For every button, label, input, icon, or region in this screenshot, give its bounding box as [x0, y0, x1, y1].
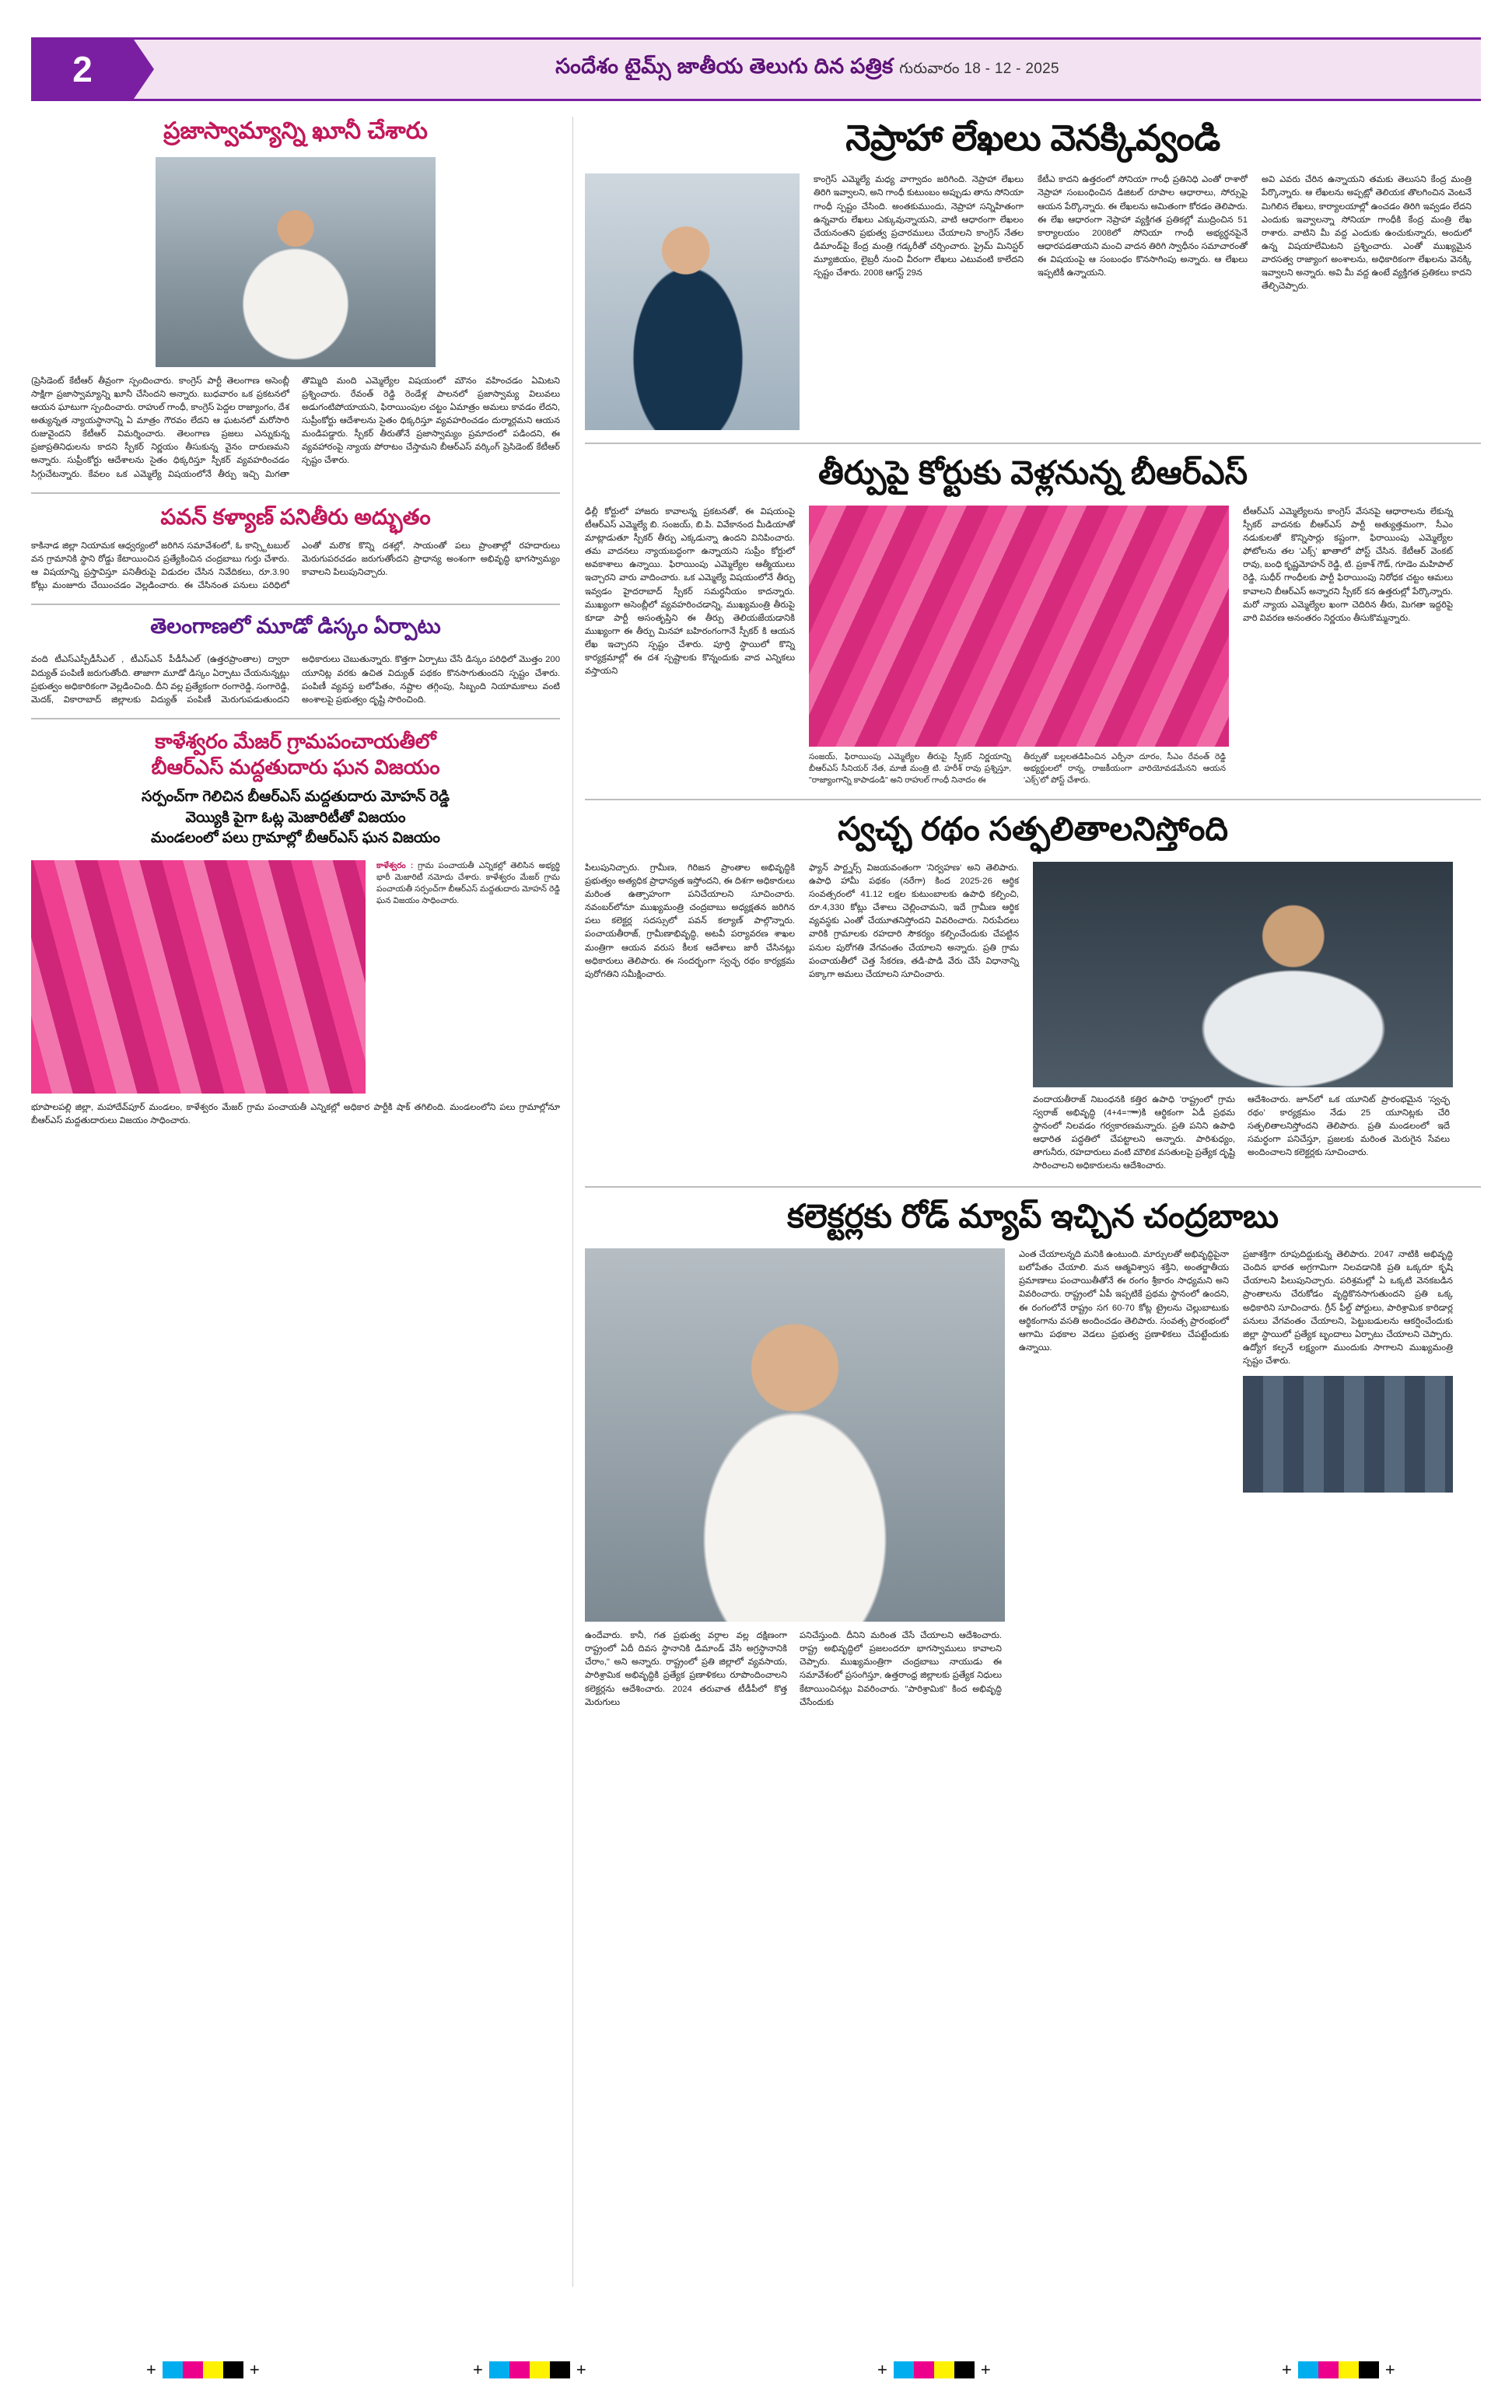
issue-date: గురువారం 18 - 12 - 2025 — [899, 61, 1059, 77]
swatch-black — [223, 2361, 243, 2378]
roadmap-col4: ప్రజాశక్తిగా రూపుదిద్దుకున్న తెలిపారు. 2047 నాటికి అభివృద్ధి చెందిన భారత అగ్రగామిగా నిలవడానికి ప్రతి ఒక్కరూ కృషి చేయాలని పిలుపునిచ్చారు. పరిశ్రమల్లో ఏ ఒక్కటి వెనకబడిన ప్రాంతాలను చేరుకోడం వృద్ధికొనసాగుతుందని ప్రతి ఒక్క అధికారిని సూచించారు. గ్రీన్ ఫీల్డ్ పోర్టులు, పారిశ్రామిక కారిడార్ల పనులు వేగవంతం చేయాలని, పెట్టుబడులను ఆకర్షించేందుకు జిల్లా స్థాయిలో ప్రత్యేక బృందాలు ఏర్పాటు చేయాలని చెప్పారు. ఉద్యోగ కల్పనే లక్ష్యంగా ముందుకు సాగాలని ముఖ్యమంత్రి స్పష్టం చేశారు. — [1243, 1249, 1453, 1367]
brs-cadre-rally-photo — [809, 506, 1229, 747]
article-brs-court — [585, 453, 1481, 786]
divider — [31, 718, 560, 719]
swatch-cyan — [1298, 2361, 1318, 2378]
swatch-black — [1359, 2361, 1379, 2378]
swatch-magenta — [183, 2361, 203, 2378]
article-pawan-headline: పవన్ కళ్యాణ్ పనితీరు అద్భుతం — [160, 504, 431, 529]
lead-headline: నెప్రాహా లేఖలు వెనక్కివ్వండి — [845, 117, 1220, 158]
swatch-magenta — [914, 2361, 934, 2378]
article-kaleshwaram — [31, 729, 560, 1128]
swatch-yellow — [203, 2361, 223, 2378]
article-chandrababu-roadmap — [585, 1197, 1481, 1710]
article-ktr-headline: ప్రజాస్వామ్యాన్ని ఖూనీ చేశారు — [163, 118, 428, 144]
article-kaleshwaram-sub-3: మండలంలో పలు గ్రామాల్లో బీఆర్ఎస్ ఘన విజయం — [151, 830, 440, 847]
swatch-cyan — [163, 2361, 183, 2378]
article-pawan-work — [31, 503, 560, 593]
registration-mark: + — [980, 2360, 991, 2379]
rally-caption-left: సంజయ్, ఫిరాయింపు ఎమ్మెల్యేల తీరుపై స్పీకర్ నిర్ణయాన్ని బీఆర్ఎస్ సీనియర్ నేత, మాజీ మంత్రి టి. హరీశ్ రావు ప్రశ్నిస్తూ, "రాజ్యాంగాన్ని కాపాడండి" అని రాహుల్ గాంధీ నినాదం ఈ — [809, 751, 1011, 786]
article-kaleshwaram-headline-1: కాళేశ్వరం మేజర్ గ్రామపంచాయతీలో — [155, 730, 436, 753]
roadmap-col3: ఎంత చేయాలన్నది మనికి ఉంటుంది. మార్పులతో అభివృద్ధిపైనా బలోపేతం చేయాలి. మన ఆత్మవిశ్వాస శక్తిని, అంతర్జాతీయ ప్రమాణాలు పంచాయితీతోనే ఈ రంగం శ్రీకారం సాధ్యమని అని వివరించారు. రాష్ట్రంలో ఏపీ ఇప్పటికే ప్రథమ స్థానంలో ఉందని, ఈ రంగంలోనే రాష్ట్రం సగ 60-70 కోట్ల ట్రైలను చెల్లుబాటుకు ఆర్థికంగాను వసతి అందించడం తెలిపారు. సంవత్స ప్రారంభంలో ఆగామి పథకాల వెడలు ప్రభుత్వ ప్రణాళికలు చేపట్టేందుకు ఉన్నాయి. — [1019, 1249, 1229, 1353]
article-kaleshwaram-sub-2: వెయ్యికి పైగా ఓట్ల మెజారిటీతో విజయం — [185, 809, 406, 826]
article-discom-headline: తెలంగాణలో మూడో డిస్కం ఏర్పాటు — [150, 614, 441, 639]
column-divider — [572, 117, 573, 2287]
swatch-yellow — [934, 2361, 954, 2378]
pawan-kalyan-photo — [1033, 862, 1453, 1087]
left-column — [31, 117, 560, 1128]
color-swatches-4 — [1276, 2361, 1402, 2378]
swachh-col3: వందాయతీరాజ్ నిబంధనకి కత్తిర ఉపాధి 'రాష్ట్రంలో గ్రామ స్వరాజ్ అభివృద్ధి (4+4=ాాా)కి ఆర్థికంగా ఏడీ ప్రథమ స్థానంలో నిలవడం గర్వకారణమన్నారు. ప్రతి పనిని ఉపాధి ఆధారిత పద్ధతిలో చేపట్టాలని అన్నారు. పారిశుధ్యం, తాగునీరు, రహదారులు వంటి మౌలిక వసతులపై ప్రత్యేక దృష్టి సారించాలని అధికారులను ఆదేశించారు. — [1033, 1094, 1235, 1171]
brs-victory-rally-photo — [31, 860, 366, 1094]
article-kaleshwaram-headline-2: బీఆర్ఎస్ మద్దతుదారు ఘన విజయం — [151, 754, 440, 779]
divider — [31, 604, 560, 605]
roadmap-col2: పనిచేస్తుంది. దీనిని మరింత చేసే చేయాలని ఆదేశించారు. రాష్ట్ర అభివృద్ధిలో ప్రజలందరూ భాగస్వాములు కావాలని చెప్పారు. ముఖ్యమంత్రిగా చంద్రబాబు నాయుడు ఈ సమావేశంలో ప్రసంగిస్తూ, ఉత్తరాంధ్ర జిల్లాలకు ప్రత్యేక నిధులు కేటాయించినట్లు వివరించారు. "పారిశ్రామిక" కింద అభివృద్ధి చేసేందుకు — [800, 1630, 1002, 1707]
swatch-magenta — [509, 2361, 530, 2378]
swatch-yellow — [1339, 2361, 1359, 2378]
swachh-col2: ఫ్యాన్ పార్ట్నర్స్ విజయవంతంగా 'నిర్వహణ' అని తెలిపారు. ఉపాధి హామీ పథకం (నరేగా) కింద 2025-26 ఆర్థిక సంవత్సరంలో 41.12 లక్షల కుటుంబాలకు ఉపాధి కల్పించి, రూ.4,330 కోట్లు చేశాలు చెల్లించామని, ఇదే గ్రామీణ ఆర్థిక వ్యవస్థకు ఎంతో చేయూతనిస్తోందని వివరించారు. నిరుపేదలు వారికి గ్రామాలకు రహదారి సౌకర్యం కల్పించేందుకు చేపట్టిన పనుల పురోగతి వేగవంతం చేయాలని అన్నారు. ప్రతి గ్రామ పంచాయతీలో చెత్త సేకరణ, తడి-పొడి వేరు చేసే విధానాన్ని పక్కాగా అమలు చేయాలని సూచించారు. — [809, 863, 1019, 979]
divider — [585, 443, 1481, 444]
rally-photo-caption: గ్రామ పంచాయతీ ఎన్నికల్లో తెలిసిన అభ్యర్థి భారీ మెజారిటీ నమోదు చేశారు. కాళేశ్వరం మేజర్ గ్రామ పంచాయతీ సర్పంచ్‌గా బీఆర్ఎస్ మద్దతుదారు మోహన్ రెడ్డి ఘన విజయం సాధించారు. — [376, 860, 560, 906]
article-swachh-ratham — [585, 810, 1481, 1173]
registration-mark: + — [473, 2360, 483, 2379]
brs-court-col3: టీఆర్ఎస్ ఎమ్మెల్యేలను కాంగ్రెస్ వేసనపై ఆధారాలను లేకున్న స్పీకర్ వాదనకు బీఆర్ఎస్ పార్టీ అత్యుత్తమంగా, సీఎం నడుకులతో కొన్నిసార్లు కష్టంగా, ఫిరాయింపు ఎమ్మెల్యేల ఫోటోలను తల 'ఎక్స్' ఖాతాలో పోస్ట్ చేసిన. కేటీఆర్ వెంకట్ రావు, బంధి కృష్ణమోహన్ రెడ్డి, టి. ప్రకాశ్ గౌడ్, గూడెం మహిపాల్ రెడ్డి, సుధీర్ గాంధీలకు పార్టీ ఫిరాయింపు నిరోధక చట్టం ఆమలు కావాలని బీఆర్ఎస్ అన్నారని స్పీకర్ కన ఉత్తరుల్లో పేర్కొన్నారు. మరో న్యాయ ఎమ్మెల్యేల ఖంగా చెదిరిన తీరు, మిగతా ఇద్దరిపై వారి వివరణ అనంతరం నిర్ణయం తీసుకొమ్మన్నారు. — [1243, 506, 1453, 623]
registration-mark: + — [1384, 2360, 1395, 2379]
swatch-cyan — [489, 2361, 509, 2378]
divider — [585, 1186, 1481, 1188]
lead-body-col1: కాంగ్రెస్ ఎమ్మెల్యే మధ్య వాగ్వాదం జరిగింది. నెప్రాహా లేఖలు తిరిగి ఇవ్వాలని, అని గాంధీ కుటుంబం అప్పుడు తాను సోనియా గాంధీ స్పష్టం చేసింది. అంతకుముందు, నెప్రాహా సన్నిహితంగా ఉన్నవారు లేఖలు ఎక్కువున్నాయని, వాటి ఆధారంగా లేఖలం చేయనంతని ప్రభుత్వ ప్రచారములు చేయాలని కాంగ్రెస్ నేతల డిమాండ్‌పై కేంద్ర మంత్రి గడ్కరీతో చర్చించారు. ప్రైమ్ మినిస్టర్ మ్యూజియం, లైబ్రరీ నుంచి వీరంగా లేఖలు ఎటువంటి కాలేదని స్పష్టం చేశారు. 2008 ఆగస్ట్ 29న — [814, 175, 1024, 278]
swachh-headline: స్వచ్ఛ రథం సత్ఫలితాలనిస్తోంది — [837, 810, 1229, 848]
article-pawan-body: కాకినాడ జిల్లా నియామక ఆధ్వర్యంలో జరిగిన సమావేశంలో, ఓ కాన్స్టిటబుల్ వన గ్రామానికి స్థాని రోడ్డు కేటాయించిన ప్రత్యేకించిన చంద్రబాబు గుర్తు చేశారు. ఆ విషయాన్ని ప్రస్తావిస్తూ పనితీరుపై విడుదల చేసిన నివేదికలు, రూ.3.90 కోట్లు మంజూరు చేయించడం వెల్లడించారు. ఈ చేసినంత పనులు పరిధిలో ఎంతో మరొక కొన్ని దశల్లో, సాయంతో పలు ప్రాంతాల్లో రహదారులు మెరుగుపరచడం జరుగుతోందని ప్రాధాన్య అంశంగా అభివృద్ధి భాగస్వామ్యం కావాలని పిలుపునిచ్చారు. — [31, 541, 560, 591]
brs-court-headline: తీర్పుపై కోర్టుకు వెళ్లనున్న బీఆర్ఎస్ — [817, 454, 1248, 492]
color-swatches-2 — [467, 2361, 593, 2378]
article-kaleshwaram-sub-1: సర్పంచ్‌గా గెలిచిన బీఆర్ఎస్ మద్దతుదారు మోహన్ రెడ్డి — [142, 789, 450, 805]
registration-mark: + — [576, 2360, 586, 2379]
divider — [31, 492, 560, 494]
article-ktr — [31, 117, 560, 481]
article-ktr-body: (ప్రెసిడెంట్ కేటీఆర్ తీవ్రంగా స్పందించారు. కాంగ్రెస్ పార్టీ తెలంగాణ అసెంబ్లీ సాక్షిగా ప్రజాస్వామ్యాన్ని ఖూనీ చేసిందని అన్నారు. బుధవారం ఒక ప్రకటనలో ఆయన ఘాటుగా స్పందించారు. రాహుల్ గాంధీ, కాంగ్రెస్ పెద్దల రాజ్యాంగం, దేశ అత్యున్నత న్యాయస్థానాన్ని ఏ మాత్రం గౌరవం లేదని ఆ ఘటనలో మరోసారి రుజువైందని కేటీఆర్ విమర్శించారు. తెలంగాణ ప్రజలు ఎన్నుకున్న ప్రజాప్రతినిధులను కాదని స్పీకర్ నిర్ణయం తీసుకున్న వైనం దారుణమని అన్నారు. సుప్రీంకోర్టు ఆదేశాలను సైతం ధిక్కరిస్తూ స్పీకర్ వ్యవహరించడం సిగ్గుచేటన్నారు. కేవలం ఒక ఎమ్మెల్యే విషయంలోనే తీర్పు ఇచ్చి మిగతా తొమ్మిది మంది ఎమ్మెల్యేల విషయంలో మౌనం వహించడం ఏమిటని ప్రశ్నించారు. రేవంత్ రెడ్డి రెండేళ్ల పాలనలో ప్రజాస్వామ్య విలువలు అడుగంటిపోయాయని, ఫిరాయింపుల చట్టం ఏమాత్రం అమలు కావడం లేదని, సుప్రీంకోర్టు ఆదేశాలను సైతం ధిక్కరిస్తూ వ్యవహరించడం దుర్మార్గమని ఆయన మండిపడ్డారు. స్పీకర్ తీరుతోనే ప్రజాస్వామ్యం ప్రమాదంలో పడిందని, ఈ వ్యవహారంపై న్యాయ పోరాటం చేస్తామని బీఆర్ఎస్ వర్కింగ్ ప్రెసిడెంట్ కేటీఆర్ స్పష్టం చేశారు. — [31, 376, 560, 479]
article-kaleshwaram-body: భూపాలపల్లి జిల్లా, మహాదేవ్‌పూర్ మండలం, కాళేశ్వరం మేజర్ గ్రామ పంచాయతీ ఎన్నికల్లో అధికార పార్టీకి షాక్ తగిలింది. మండలంలోని పలు గ్రామాల్లోనూ బీఆర్ఎస్ మద్దతుదారులు విజయం సాధించారు. — [31, 1102, 560, 1125]
swatch-black — [954, 2361, 975, 2378]
registration-mark: + — [877, 2360, 887, 2379]
article-nehru-letters — [585, 117, 1481, 430]
swachh-col4: ఆదేశించారు. జూన్‌లో ఒక యూనిట్ ప్రారంభమైన 'స్వచ్ఛ రథం' కార్యక్రమం నేడు 25 యూనిట్లకు చేరి సత్ఫలితాలనిస్తోందని తెలిపారు. ప్రతి మండలంలో ఇదే సమర్థంగా పనిచేస్తూ, ప్రజలకు మరింత మెరుగైన సేవలు అందించాలని కలెక్టర్లకు సూచించారు. — [1248, 1094, 1450, 1158]
color-swatches-1 — [140, 2361, 266, 2378]
registration-mark: + — [146, 2360, 156, 2379]
lead-body-col2: కేటీఎ కాదని ఉత్తరంలో సోనియా గాంధీ ప్రతినిధి ఎంతో రాశారో నెప్రాహా సంబంధించిన డిజిటల్ రూపాల ఆధారాలు, సోర్సుపై ఆయన పేర్కొన్నారు. ఈ లేఖలను అమితంగా కోరడం తెలిపారు. ఈ లేఖ ఆధారంగా నెప్రాహా వ్యక్తిగత ప్రతికల్లో ముద్రించిన 51 కార్యాలయం 2008లో సోనియా గాంధీ అభ్యర్థనపైనే ఆధారపడతాయని మంచి వాదన తిరిగి స్వాధీనం సమాచారంతో ఈ విషయంపై ఆ సంబంధం కొనసాగింపు అన్నారు. ఆ లేఖలు ఇప్పటికీ ఉన్నాయని. — [1038, 175, 1248, 278]
masthead-title — [134, 54, 1481, 84]
article-discom — [31, 614, 560, 707]
print-registration-bar — [31, 2361, 1481, 2382]
chandrababu-naidu-photo — [585, 1248, 1005, 1622]
lead-body-col3: అవి ఎవరు చేరిన ఉన్నాయని తమకు తెలుసని కేంద్ర మంత్రి పేర్కొన్నారు. ఆ లేఖలను అప్పట్లో తెలియక తొలగించిన వెంటనే మిగిలిన లేఖలు, కార్యాలయాల్లో ఉంచడం తిరిగి ఇవ్వడం లేదని ఎందుకు ఇవ్వాలన్నా సోనియా గాంధీకి కేంద్ర మంత్రి లేఖ రాశారు. వాటిని మీ వద్ద ఎందుకు ఉంచుకున్నారు, అందులో ఉన్న విషయాలేమిటని ప్రశ్నించారు. ఎంతో ముఖ్యమైన వారసత్వ రాజ్యాంగ అంశాలను, అధికారికంగా లేఖలను వెనక్కి ఇవ్వాలని అన్నారు. అవి మీ వద్ద ఉంటే వ్యక్తిగత ప్రతికలు కాదని తేల్చిచెప్పారు. — [1262, 175, 1472, 292]
paper-name: సందేశం టైమ్స్ జాతీయ తెలుగు దిన పత్రిక — [555, 54, 894, 78]
page-number: 2 — [31, 40, 134, 99]
registration-mark: + — [1282, 2360, 1292, 2379]
roadmap-col1: ఉందేవారు. కానీ, గత ప్రభుత్వ వర్గాల వల్ల దక్షిణంగా రాష్ట్రంలో ఏదీ దివస స్థానానికి డిమాండ్ వేసి అగ్రస్థానానికి చేరాం," అని అన్నారు. రాష్ట్రంలో ప్రతి జిల్లాలో వ్యవసాయ, పారిశ్రామిక అభివృద్ధికి ప్రత్యేక ప్రణాళికలు రూపొందించాలని కలెక్టర్లను ఆదేశించారు. 2024 తరువాత టీడీపీలో కొత్త మెరుగులు — [585, 1630, 787, 1707]
swatch-yellow — [530, 2361, 550, 2378]
rally-caption-right: తీర్పుతో బల్లలతడిపించిన ఎర్పీనా దూరం, సీఎం రేవంత్ రెడ్డి అభ్యర్థులలో రాన్న, రాజకీయంగా వారియోవడమేనని ఆయన 'ఎక్స్'లో పోస్ట్ చేశారు. — [1024, 751, 1226, 786]
content-area — [31, 117, 1481, 2310]
collectors-conference-photo — [1243, 1376, 1453, 1493]
roadmap-headline: కలెక్టర్లకు రోడ్ మ్యాప్ ఇచ్చిన చంద్రబాబు — [786, 1197, 1279, 1234]
sonia-gandhi-photo — [585, 173, 800, 430]
swatch-cyan — [894, 2361, 914, 2378]
right-column — [585, 117, 1481, 1710]
color-swatches-3 — [871, 2361, 997, 2378]
swachh-col1: పిలుపునిచ్చారు. గ్రామీణ, గిరిజన ప్రాంతాల అభివృద్ధికి ప్రభుత్వం అత్యధిక ప్రాధాన్యత ఇస్తోందని, ఈ దిశగా అధికారులు మరింత ఉత్సాహంగా పనిచేయాలని సూచించారు. నవంబర్‌లోనూ ముఖ్యమంత్రి చంద్రబాబు అధ్యక్షతన జరిగిన పలు కలెక్టర్ల సదస్సులో పవన్ కల్యాణ్ పాల్గొన్నారు. పంచాయతీరాజ్, గ్రామీణాభివృద్ధి, అటవీ పర్యావరణ శాఖల మంత్రిగా ఆయన వరుస కీలక ఆదేశాలు జారీ చేసినట్లు అధికారులు తెలిపారు. ఈ సందర్భంగా స్వచ్ఛ రథం కార్యక్రమ పురోగతిని సమీక్షించారు. — [585, 863, 795, 979]
masthead — [31, 37, 1481, 101]
swatch-magenta — [1318, 2361, 1339, 2378]
swatch-black — [550, 2361, 570, 2378]
ktr-portrait-photo — [156, 157, 436, 367]
caption-label: కాళేశ్వరం : — [376, 860, 414, 870]
registration-mark: + — [249, 2360, 260, 2379]
divider — [585, 799, 1481, 800]
article-discom-body: వంది టీఎస్ఎస్పీడీసీఎల్ , టీఎస్ఎన్ పీడీసీఎల్ (ఉత్తరప్రాంతాల) ద్వారా విద్యుత్ పంపిణీ జరుగుతోంది. తాజాగా మూడో డిస్కం ఏర్పాటు చేయనున్నట్లు ప్రభుత్వం అధికారికంగా వెల్లడించింది. దీని వల్ల ప్రత్యేకంగా రంగారెడ్డి, సంగారెడ్డి, మెదక్, వికారాబాద్ జిల్లాలకు విద్యుత్ పంపిణీ మెరుగుపడుతుందని అధికారులు చెబుతున్నారు. కొత్తగా ఏర్పాటు చేసే డిస్కం పరిధిలో మొత్తం 200 యూనిట్ల వరకు ఉచిత విద్యుత్ పథకం కొనసాగుతుందని స్పష్టం చేశారు. పంపిణీ వ్యవస్థ బలోపేతం, నష్టాల తగ్గింపు, సిబ్బంది నియామకాలు వంటి అంశాలపై ప్రభుత్వం దృష్టి సారించింది. — [31, 655, 560, 705]
brs-court-col1: ఢిల్లీ కోర్టులో హాజరు కావాలన్న ప్రకటనతో, ఈ విషయంపై టీఆర్ఎస్ ఎమ్మెల్యే బి. సంజయ్, బి.పి. వివేకానంద మీడియాతో మాట్లాడుతూ స్పీకర్ తీర్పు ఎక్కడున్నా ఉందని వినిపించారు. తమ వాదనలు న్యాయబద్ధంగా ఉన్నాయని సుప్రీం కోర్టులో అవకాశాలు ఉన్నాయి. ఫిరాయింపు ఎమ్మెల్యేల ఆత్మీయులు ఇచ్చారని వారు వాదించారు. ఒక ఎమ్మెల్యే విషయంలోనే తీర్పు ఇవ్వడం హైదరాబాద్ స్పీకర్ సమర్థనీయం కాదన్నారు. ముఖ్యంగా అసెంబ్లీలో వ్యవహరించడాన్ని, ముఖ్యమంత్రి తీరుపై కూడా పార్టీ అసంతృప్తిని ఈ తీర్పు తెలియజేయడానికి ముఖ్యంగా ఈ తీర్పు మినహా బహిరంగంగానే స్పీకర్ కి ఆయన లేఖ ఇచ్చారని స్పష్టం చేశారు. పూర్తి స్థాయిలో కొన్ని కార్యక్రమాల్లో ఈ దశ స్పష్టాలకు కొన్నందుకు వాద ఎన్నికలు వస్తాయని — [585, 506, 795, 677]
